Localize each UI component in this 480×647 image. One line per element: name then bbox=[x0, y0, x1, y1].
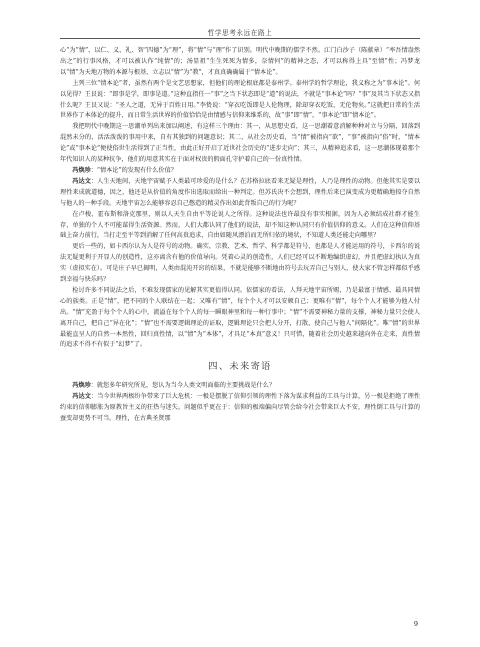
running-head: 哲学思考永远在路上 bbox=[207, 29, 273, 37]
answer-paragraph bbox=[60, 177, 420, 210]
speaker-colon: ： bbox=[90, 382, 97, 390]
body-paragraph: 上列三位“情本论”者，虽然有两个是文艺思想家，但他们的理论根底都是泰州学。泰州学的哲学理论，我义称之为“事本论”。何以见得？王艮说：“即事是学，即事是道。”这种直指任一“事”之当下状态即是“道”的说法，不就是“事本论”吗？“事”及其当下状态又指什么呢？王艮又说：“圣人之道，无异于百姓日用。”李贽说：“穿衣吃饭即是人伦物理，除却穿衣吃饭，无伦物矣。”这就把日常的生活世界作了本体论的提升，而日常生活世界的价值恰恰是由情感与信仰来维系的，故“事”即“情”，“事本论”即“情本论”。 bbox=[60, 79, 420, 120]
answer-text: 人生天地间，天地宇宙赋予人类最可珍爱的是什么？在苏格拉底看来无疑是理性，人乃是理性的动物。但他其实是要以理性来成就道德，因之，他还是从价值的角度作出选取而给出一种判定。但苏氏决不会想到，理性后来已演变成为更精确地掠夺自然与他人的一种手段。天地宇宙怎么能够容忍自己憋造的精灵作出如此背叛自己的行为呢？ bbox=[60, 177, 420, 207]
answer-paragraph bbox=[60, 392, 420, 425]
question-text: 就您多年研究所见，您认为当今人类文明面临的主要挑战是什么？ bbox=[96, 382, 275, 390]
speaker-name: 冯焕珍 bbox=[72, 166, 91, 174]
body-paragraph: 我把明代中晚期这一思潮单列出来加以阐述，有这样三个理由：其一，从思想史看，这一思潮着意消解种种对立与分隔，回落到混然未分的、活活泼泼的事用中来，自有其独到的问题意识；其二，从社会历史看，当“情”被指向“欲”，“事”被指向“俗”时，“情本论”或“事本论”便使俗世生活得到了正当性，由此正好开启了近世社会历史的“进步走向”；其三，从精神追求看，这一思潮体现着那个年代知识人的某种抗争，他们的用意其实在于面对权贵的假面孔守护着自己的一份真性情。 bbox=[60, 123, 420, 164]
body-paragraph: 心“为”情”，以仁、义、礼、智“四德”为“理”，将“情”与“理”作了识别。明代中晚期的儒学不然。江门白沙子（陈献章）“率吾情盎然出之”的行事风格，才可以被认作“纯情”的；汤显祖“生生死死为情多，奈情何”的精神之态，才可以称得上具“至情”性；冯梦龙以“情”为天地万物的本源与根基，立志以“情”为“教”，才真真确确属于“情本论”。 bbox=[60, 47, 420, 76]
answer-text: 当今世界两极纷争带来了巨大危机：一极是摆脱了信仰引领的理性下落为谋求利益的工具与计算，另一极是拒绝了理性约束的信仰膨胀为原教旨主义的狂热与迷失。问题似乎更在于：信仰的极端偏向尽管会给今社会带来巨大不安，理性倒工具与计算的蚕变却更势不可当。理性，在古典圣贤那 bbox=[60, 393, 420, 423]
body-paragraph: 更后一些的，如卡西尔认为人是符号的动物。确实，宗教、艺术、哲学、科学都是符号，也都是人才能运用的符号，卡西尔的说法无疑更利于开显人的创造性，这亦离含有他的价值导向。凭着心灵的创造性，人们已经可以不断地编织虚幻，并且把虚幻执认为真实（虚拟实在）。可是庄子早已揭明，人类由混沌开窍的结果，不就是能够不断地由符号去玩弄自己与别人，使大家不管怎样都似乎感到幸福与快乐吗？ bbox=[60, 243, 420, 284]
speaker-colon: ： bbox=[90, 393, 98, 401]
speaker-name: 冯达文 bbox=[72, 177, 91, 185]
question-text: “情本论”的发现有什么价值？ bbox=[96, 166, 177, 174]
speaker-name: 冯达文 bbox=[72, 393, 91, 401]
speaker-colon: ： bbox=[90, 166, 97, 174]
speaker-name: 冯焕珍 bbox=[72, 382, 91, 390]
question-paragraph bbox=[60, 381, 420, 392]
page-body bbox=[60, 46, 420, 425]
section-title: 四、未来寄语 bbox=[208, 361, 272, 373]
body-paragraph: 在卢梭、霍布斯和洛克那里，则以人天生自由平等论说人之所得。这种说法也许最没有事实根据，因为人必须结成社群才能生存，单独的个人不可能谋得生活资源。然而，人们大都认同了他们的说法，却不知这种认同只有价值信仰的意义。人们在这种信仰基础上奋力前行，当打走至平等到消解了任何高贵追求，自由如随风漂泊而无所归依的境状，不知道人类还能走向哪里？ bbox=[60, 210, 420, 240]
speaker-colon: ： bbox=[90, 177, 98, 185]
question-paragraph bbox=[60, 166, 420, 177]
page-number: 9 bbox=[413, 620, 418, 628]
body-paragraph: 检讨许多不同说法之后，不难发现儒家的见解其实更值得认同。依儒家的看法，人拜天地宇宙所赐，乃是最富于情感、最具同情心的族类。正是“情”，把不同的个人联结在一起；又唯有“情”，每个个人才可以安顿自己；更唯有“情”，每个个人才能够为他人付出。“情”充盈于每个个人的心中，流溢在每个个人的每一瞬眼神里和每一种行事中；“情”不需要神秘力量的支撑，神秘力量只会使人离开自己，把自己“异在化”；“情”也不需要逻辑理论的证取，逻辑理论只会把人分开，打散，使自己与他人“间隔化”。唯“情”的世界最能直呈人的自然一本然性，回归真性情，以“情”为“本体”，才具足“本真”意义！只可惜，随着社会历史越来越向外在走来，真性情的追求不得不有似于“幻梦”了。 bbox=[60, 286, 420, 349]
header-rule bbox=[60, 38, 420, 39]
